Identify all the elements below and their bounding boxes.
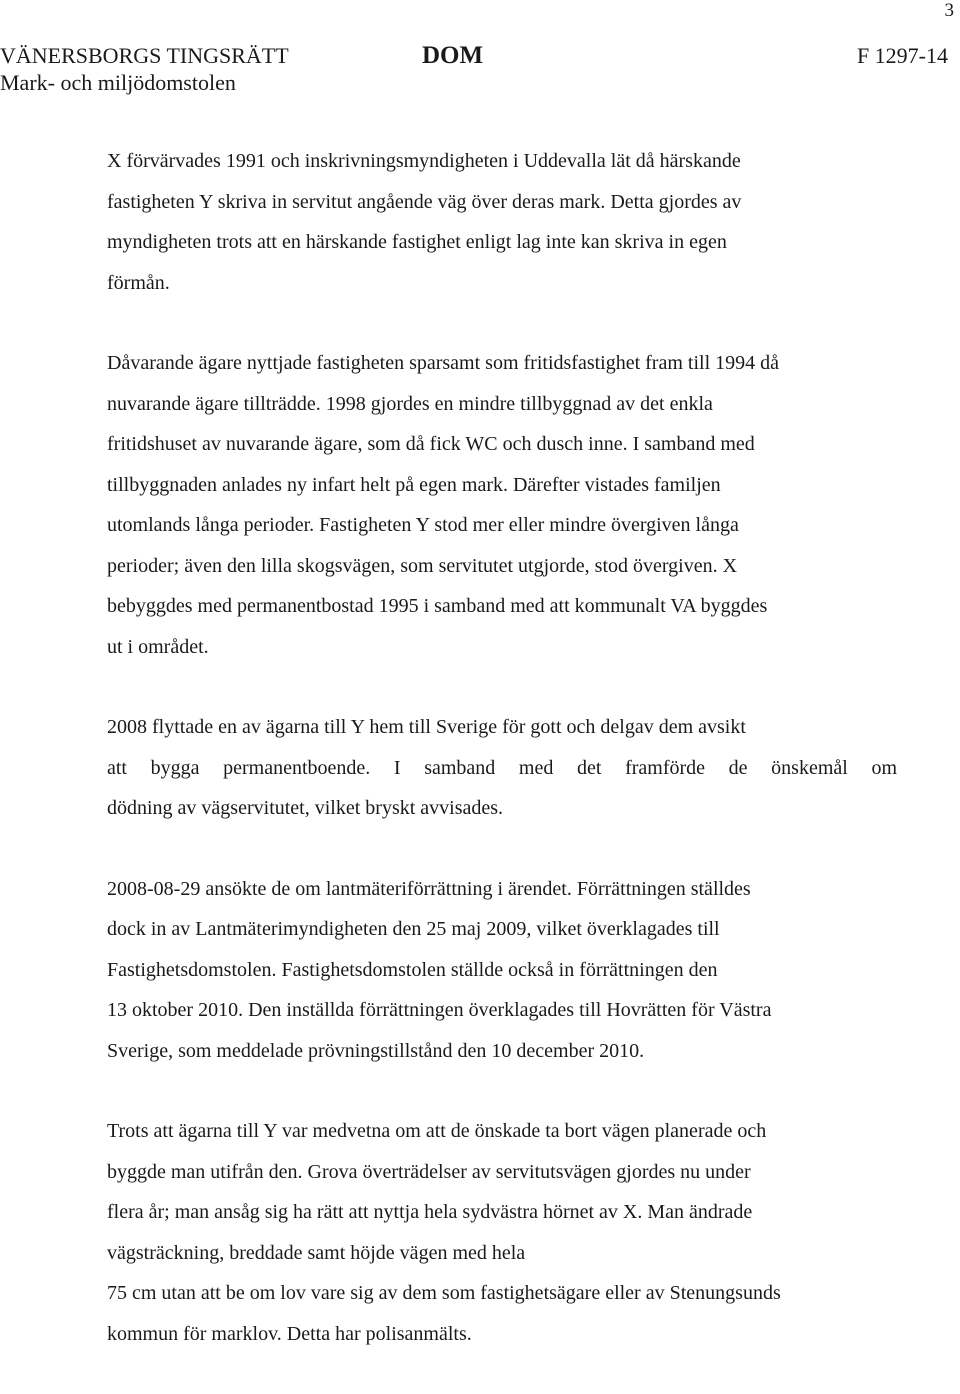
court-name: VÄNERSBORGS TINGSRÄTT	[0, 43, 289, 68]
text-line: Sverige, som meddelade prövningstillstånd den 10 december 2010.	[107, 1039, 645, 1062]
paragraph	[107, 707, 897, 829]
text-line: X förvärvades 1991 och inskrivningsmyndigheten i Uddevalla lät då härskande	[107, 150, 741, 172]
text-line: Dåvarande ägare nyttjade fastigheten sparsamt som fritidsfastighet fram till 1994 då	[107, 352, 780, 374]
paragraph	[107, 1111, 897, 1354]
text-line: utomlands långa perioder. Fastigheten Y stod mer eller mindre övergiven långa	[107, 514, 739, 536]
text-line: Trots att ägarna till Y var medvetna om att de önskade ta bort vägen planerade och	[107, 1120, 767, 1142]
text-line: nuvarande ägare tillträdde. 1998 gjordes en mindre tillbyggnad av det enkla	[107, 392, 713, 415]
text-line: kommun för marklov. Detta har polisanmälts.	[107, 1322, 472, 1345]
text-line: fritidshuset av nuvarande ägare, som då fick WC och dusch inne. I samband med	[107, 433, 755, 455]
text-line: flera år; man ansåg sig ha rätt att nyttja hela sydvästra hörnet av X. Man ändrade	[107, 1201, 753, 1223]
text-line: byggde man utifrån den. Grova överträdelser av servitutsvägen gjordes nu under	[107, 1160, 751, 1183]
document-type: DOM	[422, 42, 484, 69]
text-line: perioder; även den lilla skogsvägen, som servitutet utgjorde, stod övergiven. X	[107, 554, 738, 577]
page-number: 3	[944, 0, 954, 21]
text-line: myndigheten trots att en härskande fastighet enligt lag inte kan skriva in egen	[107, 231, 727, 253]
paragraph	[107, 141, 897, 303]
text-line: 2008-08-29 ansökte de om lantmäteriförrättning i ärendet. Förrättningen ställdes	[107, 877, 751, 900]
header-court-block	[0, 42, 289, 96]
case-number: F 1297-14	[856, 43, 948, 68]
paragraph	[107, 343, 897, 667]
text-line: 75 cm utan att be om lov vare sig av dem som fastighetsägare eller av Stenungsunds	[107, 1282, 781, 1304]
text-line: bebyggdes med permanentbostad 1995 i samband med att kommunalt VA byggdes	[107, 595, 768, 617]
text-line: vägsträckning, breddade samt höjde vägen med hela	[107, 1241, 526, 1264]
text-line: ut i området.	[107, 635, 209, 658]
text-line: tillbyggnaden anlades ny infart helt på egen mark. Därefter vistades familjen	[107, 473, 721, 496]
text-line: att bygga permanentboende. I samband med det framförde de önskemål om	[107, 756, 897, 779]
text-line: fastigheten Y skriva in servitut angående väg över deras mark. Detta gjordes av	[107, 190, 742, 213]
text-line: förmån.	[107, 271, 170, 294]
text-line: 13 oktober 2010. Den inställda förrättningen överklagades till Hovrätten för Västra	[107, 999, 772, 1021]
text-line: dock in av Lantmäterimyndigheten den 25 maj 2009, vilket överklagades till	[107, 918, 720, 940]
paragraph	[107, 869, 897, 1072]
text-line: Fastighetsdomstolen. Fastighetsdomstolen ställde också in förrättningen den	[107, 958, 718, 981]
text-line: dödning av vägservitutet, vilket bryskt avvisades.	[107, 797, 504, 819]
court-division: Mark- och miljödomstolen	[0, 70, 236, 95]
text-line: 2008 flyttade en av ägarna till Y hem till Sverige för gott och delgav dem avsikt	[107, 716, 746, 738]
document-body	[107, 141, 897, 1394]
